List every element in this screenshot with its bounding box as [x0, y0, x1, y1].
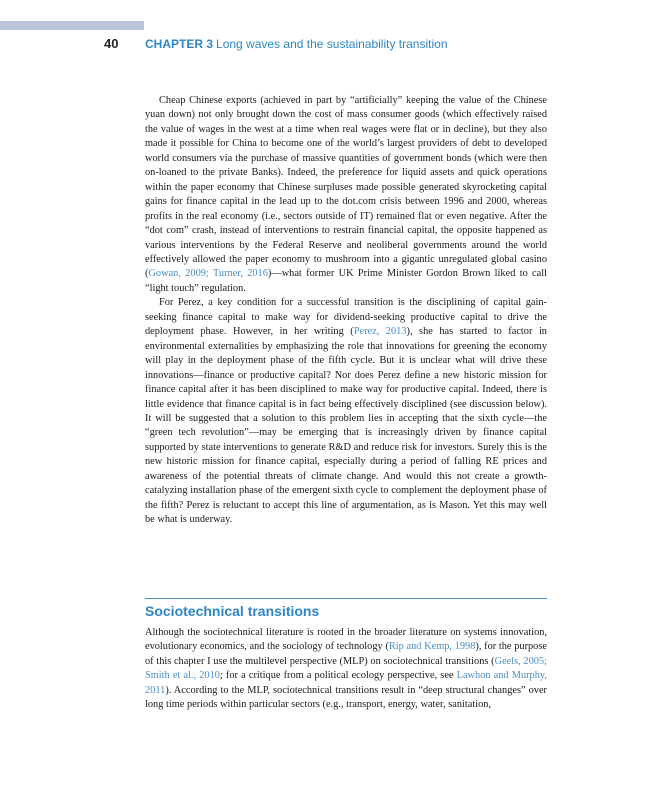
section-divider: [145, 598, 547, 599]
section-heading: Sociotechnical transitions: [145, 603, 320, 619]
citation-lawhon-murphy[interactable]: Lawhon and Murphy, 2011: [145, 670, 547, 696]
paragraph-1-text-a: Cheap Chinese exports (achieved in part by “artificially” keeping the value of the Chinese yuan down) not only brought down the cost of mass consumer goods (which effectively raised the value of wages in the west at a time when real wages were flat or in decline), but they also made it possible for China to become one of the world’s largest providers of debt to developed world consumers via the purchase of massive quantities of government bonds (which were then on-loaned to the private Banks). Indeed, the preference for liquid assets and quick operations within the paper economy that Chinese surpluses made possible generated skyrocketing capital gains for finance capital in the lead up to the dot.com crisis between 1996 and 2000, whereas profits in the real economy (i.e., sectors outside of IT) remained flat or even negative. After the “dot com” crash, instead of interventions to restrain financial capital, the opposite happened as various interventions by the Federal Reserve and neoliberal governments around the world effectively allowed the paper economy to mushroom into a gigantic unregulated global casino (: [145, 95, 547, 280]
section-text-c: ; for a critique from a political ecology perspective, see: [219, 670, 457, 682]
paragraph-2: [145, 296, 547, 527]
citation-geels-smith[interactable]: Geels, 2005; Smith et al., 2010: [145, 655, 547, 682]
page-number: 40: [104, 36, 119, 51]
main-text: [145, 94, 547, 528]
section-text: [145, 626, 547, 713]
section-paragraph: [145, 626, 547, 713]
citation-perez[interactable]: Perez, 2013: [353, 326, 407, 338]
chapter-label: [145, 37, 448, 51]
chapter-title: Long waves and the sustainability transition: [216, 37, 448, 51]
header-accent-bar: [0, 21, 144, 30]
chapter-number: CHAPTER 3: [145, 37, 214, 51]
running-header: [0, 36, 648, 56]
paragraph-1-text-b: )—what former UK Prime Minister Gordon Brown liked to call “light touch” regulation.: [145, 268, 547, 294]
citation-gowan-turner[interactable]: Gowan, 2009; Turner, 2016: [148, 268, 268, 280]
paragraph-1: [145, 94, 547, 296]
section-text-a: Although the sociotechnical literature is rooted in the broader literature on systems innovation, evolutionary economics, and the sociology of technology (: [145, 627, 547, 653]
paragraph-2-text-b: ), she has started to factor in environmental externalities by emphasizing the role that innovations for greening the economy will play in the deployment phase of the fifth cycle. But it is unclear what will drive these innovations—finance or productive capital? Nor does Perez define a new historic mission for finance capital after it has been disciplined to make way for productive capital. Indeed, there is little evidence that finance capital is in fact being effectively disciplined (see discussion below). It will be suggested that a solution to this problem lies in accepting that the sixth cycle—the “green tech revolution”—may be emerging that is increasingly driven by finance capital supported by state interventions to generate R&D and reduce risk for investors. Surely this is the new historic mission for finance capital, especially during a period of falling RE prices and awareness of the potential threats of climate change. And would this not create a growth-catalyzing installation phase of the emergent sixth cycle to complement the deployment phase of the fifth? Perez is reluctant to accept this line of argumentation, as is Mason. Yet this may well be what is underway.: [145, 326, 547, 526]
section-text-b: ), for the purpose of this chapter I use the multilevel perspective (MLP) on sociotechnical transitions (: [145, 641, 547, 667]
citation-rip-kemp[interactable]: Rip and Kemp, 1998: [388, 641, 476, 653]
section-text-d: ). According to the MLP, sociotechnical transitions result in “deep structural changes” over long time periods within particular sectors (e.g., transport, energy, water, sanitation,: [145, 684, 547, 711]
paragraph-2-text-a: For Perez, a key condition for a successful transition is the disciplining of capital gain-seeking finance capital to make way for dividend-seeking productive capital to drive the deployment phase. However, in her writing (: [145, 297, 547, 338]
